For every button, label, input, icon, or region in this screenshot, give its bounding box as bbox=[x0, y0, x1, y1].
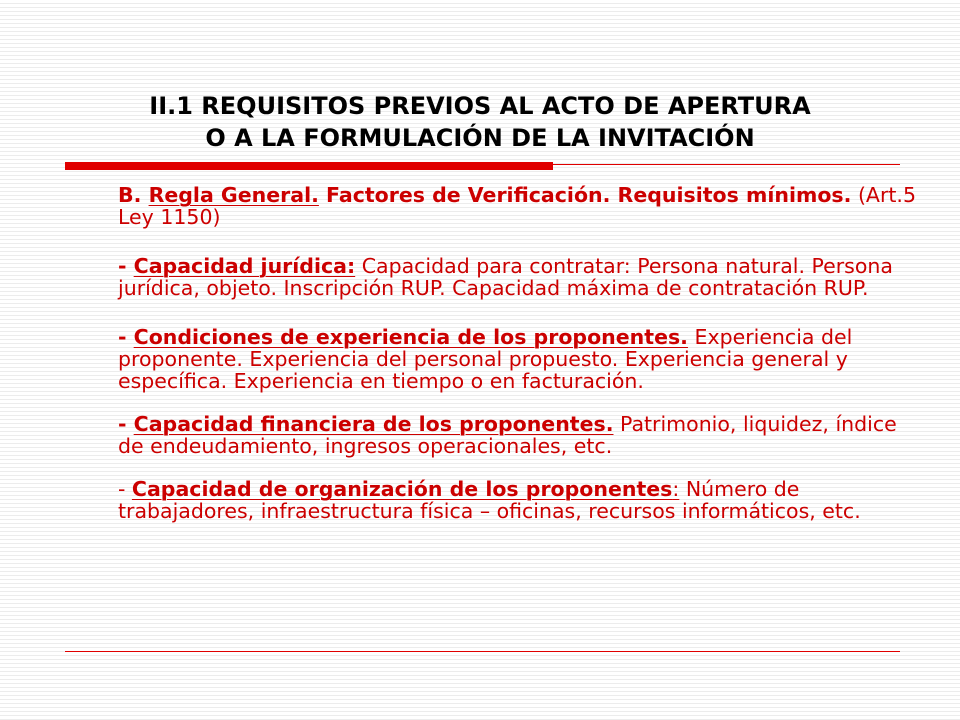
p3-dash: - bbox=[118, 325, 134, 349]
p2-text: Capacidad para contratar: Persona natural. Persona jurídica, objeto. Inscripción RUP. Capacidad máxima de contratación RUP. bbox=[118, 254, 893, 300]
p1-reference: (Art.5 Ley 1150) bbox=[118, 183, 916, 229]
title-divider-thick bbox=[65, 162, 553, 170]
p1-heading: Regla General. bbox=[148, 183, 319, 207]
p3-text: Experiencia del proponente. Experiencia del personal propuesto. Experiencia general y específica. Experiencia en tiempo o en facturación. bbox=[118, 325, 853, 393]
slide-title-line-1: II.1 REQUISITOS PREVIOS AL ACTO DE APERTURA bbox=[149, 92, 811, 120]
paragraph-experiencia bbox=[118, 326, 918, 392]
p5-text: Número de trabajadores, infraestructura física – oficinas, recursos informáticos, etc. bbox=[118, 477, 861, 523]
p5-colon: : bbox=[672, 477, 680, 501]
p1-bold-text: Factores de Verificación. Requisitos mínimos. bbox=[318, 183, 852, 207]
p3-heading: Condiciones de experiencia de los proponentes. bbox=[133, 325, 688, 349]
paragraph-capacidad-organizacion bbox=[118, 478, 918, 522]
bottom-divider bbox=[65, 651, 900, 652]
paragraph-capacidad-juridica bbox=[118, 255, 918, 299]
p2-heading: Capacidad jurídica: bbox=[133, 254, 356, 278]
p5-heading: Capacidad de organización de los proponentes bbox=[131, 477, 673, 501]
p2-dash: - bbox=[118, 254, 134, 278]
slide-title-line-2: O A LA FORMULACIÓN DE LA INVITACIÓN bbox=[205, 124, 755, 152]
p1-prefix: B. bbox=[118, 183, 149, 207]
slide-title bbox=[60, 90, 900, 154]
p4-dash: - bbox=[118, 412, 134, 436]
p4-text: Patrimonio, liquidez, índice de endeudamiento, ingresos operacionales, etc. bbox=[118, 412, 897, 458]
paragraph-capacidad-financiera bbox=[118, 413, 918, 457]
paragraph-regla-general bbox=[118, 184, 918, 228]
p5-dash: - bbox=[118, 477, 132, 501]
slide-body bbox=[118, 184, 918, 522]
p4-heading: Capacidad financiera de los proponentes. bbox=[133, 412, 614, 436]
